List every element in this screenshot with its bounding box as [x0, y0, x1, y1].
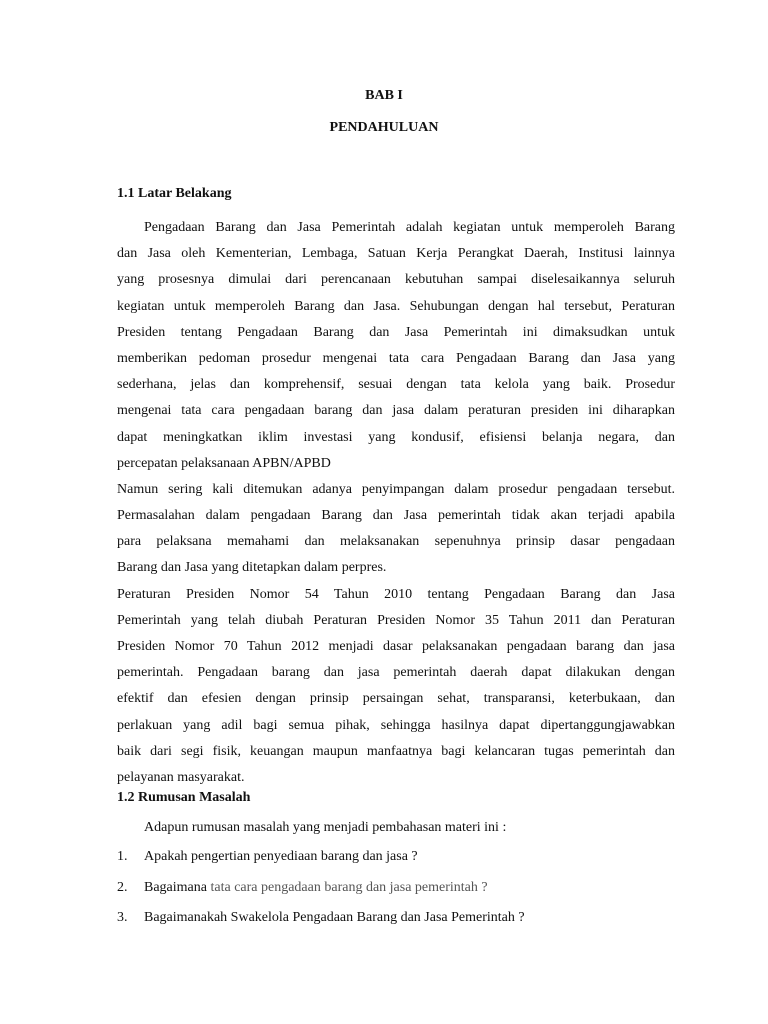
- body-line: kegiatan untuk memperoleh Barang dan Jasa. Sehubungan dengan hal tersebut, Peraturan: [117, 298, 675, 314]
- list-text-secondary: tata cara pengadaan barang dan jasa pemerintah ?: [206, 879, 488, 895]
- body-line: Pengadaan Barang dan Jasa Pemerintah adalah kegiatan untuk memperoleh Barang: [144, 220, 675, 235]
- list-text: Bagaimanakah Swakelola Pengadaan Barang dan Jasa Pemerintah ?: [144, 910, 525, 925]
- body-line: Presiden tentang Pengadaan Barang dan Jasa Pemerintah ini dimaksudkan untuk: [117, 324, 675, 340]
- body-line: pemerintah. Pengadaan barang dan jasa pemerintah daerah dapat dilakukan dengan: [117, 665, 675, 681]
- list-number: 3.: [117, 910, 128, 925]
- section-2-intro: Adapun rumusan masalah yang menjadi pembahasan materi ini :: [144, 820, 507, 835]
- section-1-title: 1.1 Latar Belakang: [117, 186, 232, 201]
- body-line: sederhana, jelas dan komprehensif, sesuai dengan tata kelola yang baik. Prosedur: [117, 377, 675, 393]
- body-line: baik dari segi fisik, keuangan maupun manfaatnya bagi kelancaran tugas pemerintah dan: [117, 743, 675, 759]
- body-line: Presiden Nomor 70 Tahun 2012 menjadi dasar pelaksanakan pengadaan barang dan jasa: [117, 639, 675, 654]
- section-2-title: 1.2 Rumusan Masalah: [117, 790, 251, 805]
- body-line: Peraturan Presiden Nomor 54 Tahun 2010 tentang Pengadaan Barang dan Jasa: [117, 586, 675, 602]
- body-line: yang prosesnya dimulai dari perencanaan kebutuhan sampai diselesaikannya seluruh: [117, 272, 675, 288]
- body-line: percepatan pelaksanaan APBN/APBD: [117, 455, 331, 471]
- list-item: [117, 875, 525, 906]
- body-line: Namun sering kali ditemukan adanya penyimpangan dalam prosedur pengadaan tersebut.: [117, 481, 675, 497]
- body-line: perlakuan yang adil bagi semua pihak, sehingga hasilnya dapat dipertanggungjawabkan: [117, 717, 675, 733]
- body-line: memberikan pedoman prosedur mengenai tata cara Pengadaan Barang dan Jasa yang: [117, 350, 675, 366]
- question-list: [117, 844, 525, 936]
- body-line: mengenai tata cara pengadaan barang dan jasa dalam peraturan presiden ini diharapkan: [117, 403, 675, 419]
- body-line: efektif dan efesien dengan prinsip persaingan sehat, transparansi, keterbukaan, dan: [117, 691, 675, 707]
- body-line: pelayanan masyarakat.: [117, 769, 245, 785]
- body-line: Barang dan Jasa yang ditetapkan dalam perpres.: [117, 560, 387, 576]
- list-text: Apakah pengertian penyediaan barang dan jasa ?: [144, 849, 418, 864]
- body-line: para pelaksana memahami dan melaksanakan sepenuhnya prinsip dasar pengadaan: [117, 534, 675, 550]
- list-item: [117, 844, 525, 875]
- body-line: dan Jasa oleh Kementerian, Lembaga, Satuan Kerja Perangkat Daerah, Institusi lainnya: [117, 246, 675, 262]
- list-item: [117, 905, 525, 936]
- chapter-title: PENDAHULUAN: [329, 120, 439, 135]
- list-number: 1.: [117, 849, 128, 864]
- section-1-body: [117, 215, 675, 791]
- chapter-label: BAB I: [365, 88, 403, 103]
- body-line: Pemerintah yang telah diubah Peraturan Presiden Nomor 35 Tahun 2011 dan Peraturan: [117, 612, 675, 628]
- list-text: Bagaimana: [144, 879, 207, 895]
- body-line: Permasalahan dalam pengadaan Barang dan Jasa pemerintah tidak akan terjadi apabila: [117, 508, 675, 524]
- list-number: 2.: [117, 879, 128, 895]
- body-line: dapat meningkatkan iklim investasi yang kondusif, efisiensi belanja negara, dan: [117, 429, 675, 445]
